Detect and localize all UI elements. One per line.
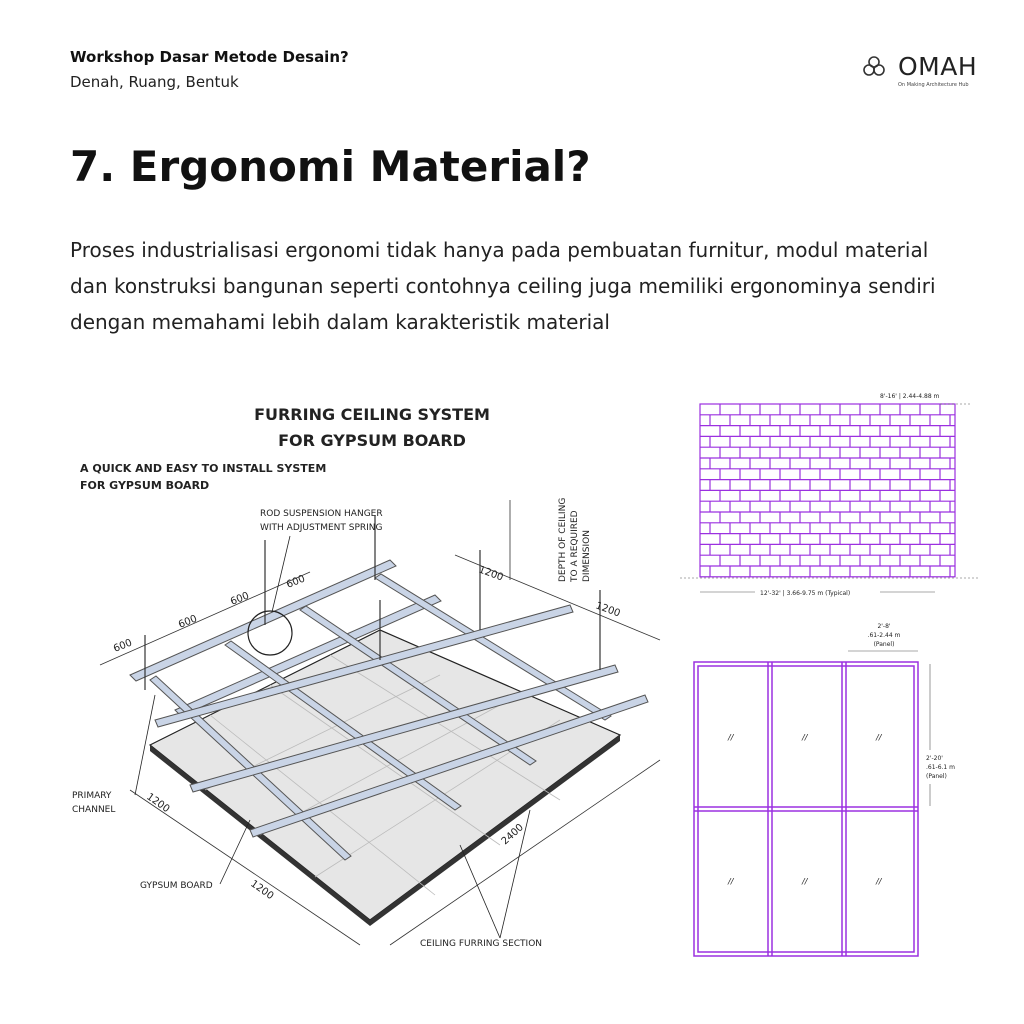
dim-1200-right: 1200 (593, 600, 622, 620)
depth-label-2: TO A REQUIRED (570, 510, 580, 582)
rod-label-2: WITH ADJUSTMENT SPRING (260, 523, 383, 533)
panel-top-dim-3: (Panel) (873, 641, 895, 648)
glass-mark-1: // (728, 733, 734, 742)
glass-panel-diagram (680, 618, 980, 968)
depth-label-3: DIMENSION (582, 530, 592, 582)
panel-frame (694, 662, 918, 956)
glass-mark-4: // (728, 877, 734, 886)
brick-wall-diagram (680, 384, 980, 604)
glass-mark-5: // (802, 877, 808, 886)
glass-mark-3: // (876, 733, 882, 742)
workshop-title: Workshop Dasar Metode Desain? (70, 48, 349, 66)
ceiling-furring-label: CEILING FURRING SECTION (420, 939, 543, 949)
panel-top-dim-1: 2'-8' (877, 623, 891, 630)
glass-mark-6: // (876, 877, 882, 886)
panel-side-dim-2: .61-6.1 m (926, 764, 956, 771)
trefoil-logo-icon (864, 57, 884, 75)
dim-600-3: 600 (229, 590, 251, 608)
dim-600-1: 600 (112, 637, 134, 655)
furring-subtitle-2: FOR GYPSUM BOARD (80, 479, 210, 492)
primary-channel-label-1: PRIMARY (72, 791, 112, 801)
workshop-subtitle: Denah, Ruang, Bentuk (70, 73, 239, 91)
gypsum-board-label: GYPSUM BOARD (140, 881, 213, 891)
brick-bottom-dimension: 12'-32' | 3.66-9.75 m (Typical) (760, 590, 851, 597)
description-paragraph: Proses industrialisasi ergonomi tidak hanya pada pembuatan furnitur, modul material dan konstruksi bangunan seperti contohnya ceiling juga memiliki ergonominya sendiri dengan memahami lebih dalam karakteristik material (70, 238, 936, 334)
furring-title-2: FOR GYPSUM BOARD (278, 431, 466, 450)
dim-1200-left: 1200 (144, 791, 172, 816)
logo-tagline: On Making Architecture Hub (898, 82, 969, 88)
dim-2400: 2400 (499, 822, 526, 848)
primary-channel-label-2: CHANNEL (72, 805, 116, 815)
dim-1200-bottom: 1200 (248, 878, 276, 903)
glass-mark-2: // (802, 733, 808, 742)
brick-top-dimension: 8'-16' | 2.44-4.88 m (880, 393, 940, 400)
furring-ceiling-diagram (60, 390, 680, 980)
panel-top-dim-2: .61-2.44 m (867, 632, 901, 639)
rod-label-1: ROD SUSPENSION HANGER (260, 509, 383, 519)
furring-subtitle-1: A QUICK AND EASY TO INSTALL SYSTEM (80, 462, 327, 475)
dim-600-2: 600 (177, 613, 199, 631)
section-heading: 7. Ergonomi Material? (70, 142, 591, 191)
dim-600-4: 600 (285, 573, 307, 591)
logo-wordmark: OMAH (898, 52, 978, 81)
depth-label-1: DEPTH OF CEILING (558, 497, 568, 582)
furring-title-1: FURRING CEILING SYSTEM (254, 405, 490, 424)
panel-side-dim-1: 2'-20' (926, 755, 943, 762)
brick-pattern (700, 404, 955, 577)
panel-side-dim-3: (Panel) (926, 773, 947, 780)
dim-1200-top: 1200 (476, 564, 505, 584)
